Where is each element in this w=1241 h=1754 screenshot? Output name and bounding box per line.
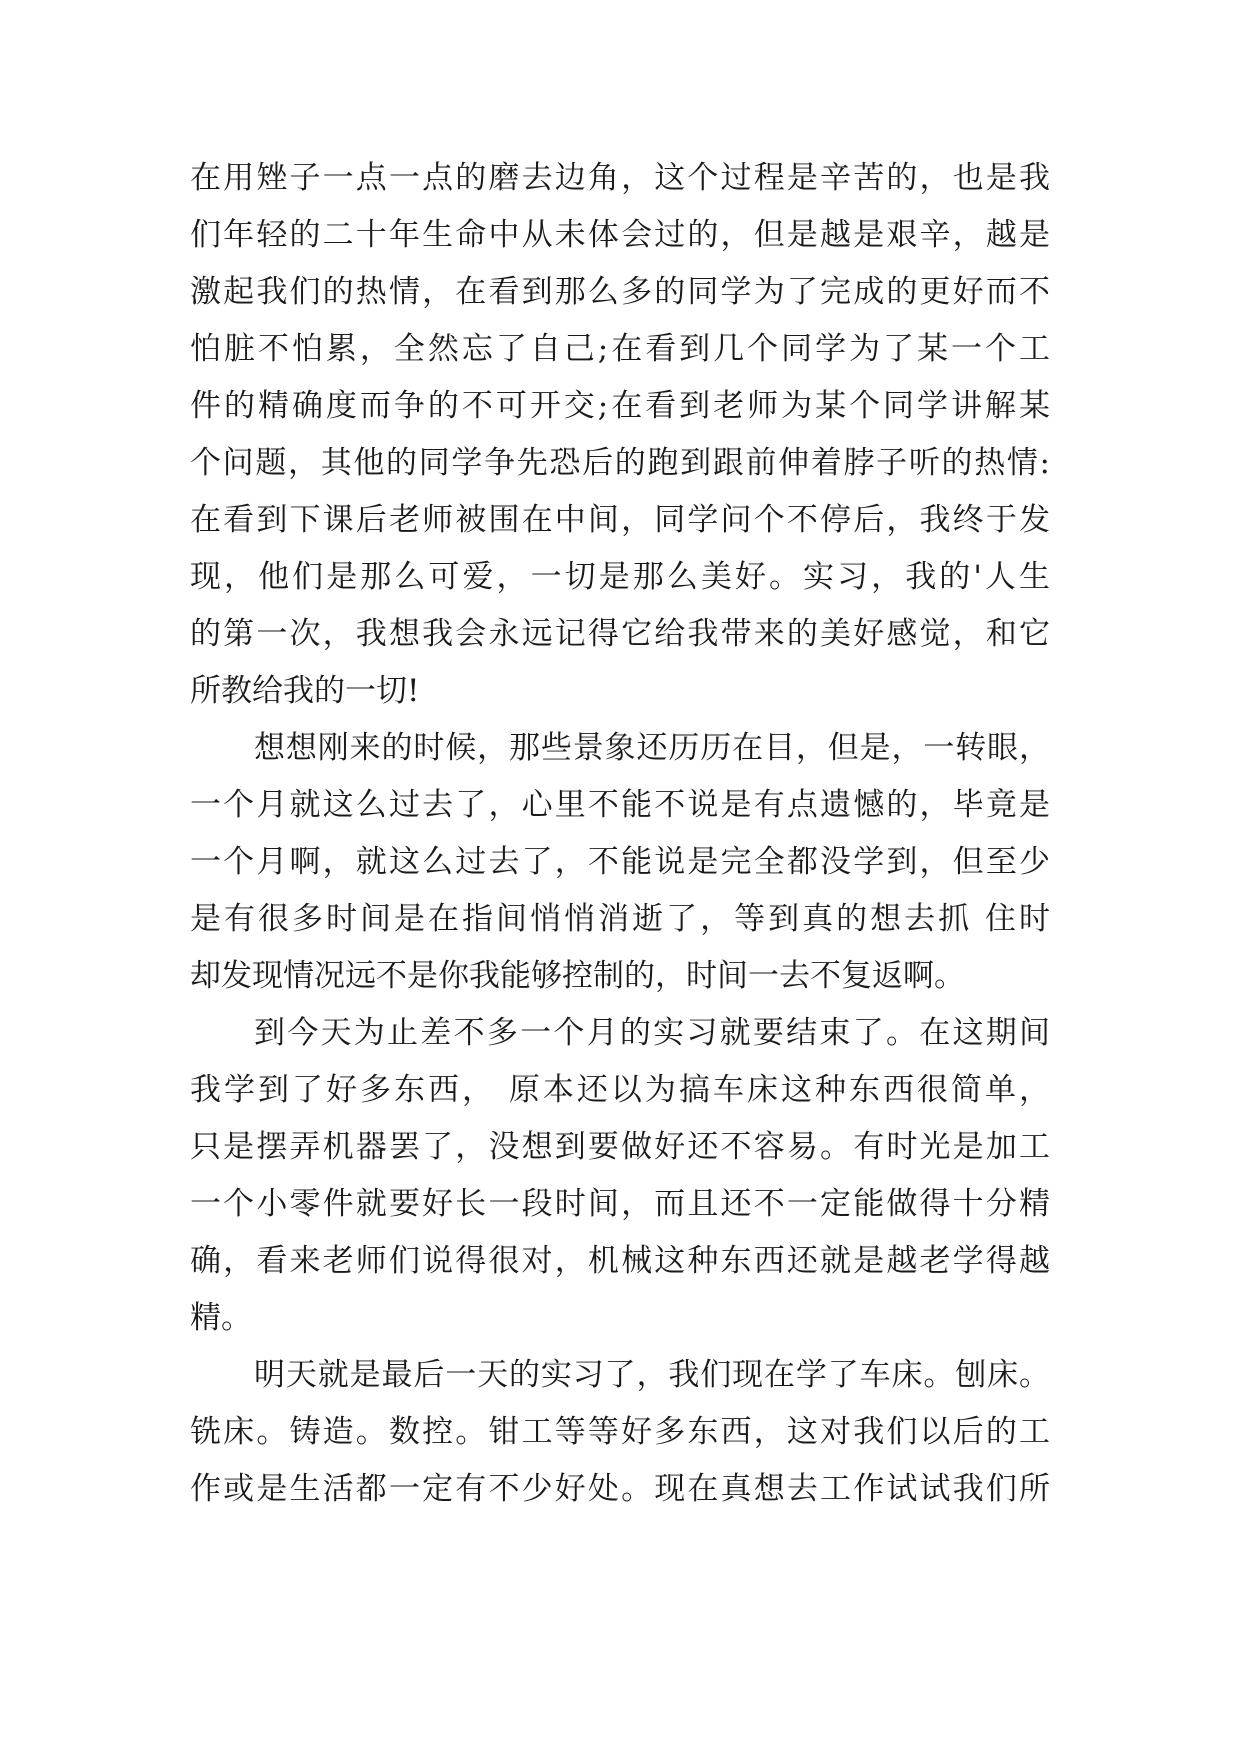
text-line: 个问题，其他的同学争先恐后的跑到跟前伸着脖子听的热情: [190, 445, 1050, 481]
paragraph [190, 1005, 1050, 1347]
text-line: 明天就是最后一天的实习了，我们现在学了车床。刨床。 [254, 1357, 1050, 1393]
text-line: 精。 [190, 1300, 252, 1336]
text-line: 却发现情况远不是你我能够控制的，时间一去不复返啊。 [190, 958, 965, 994]
text-line: 铣床。铸造。数控。钳工等等好多东西，这对我们以后的工 [190, 1414, 1050, 1450]
text-line: 一个小零件就要好长一段时间，而且还不一定能做得十分精 [190, 1186, 1050, 1222]
text-line: 到今天为止差不多一个月的实习就要结束了。在这期间 [254, 1015, 1050, 1051]
text-line: 作或是生活都一定有不少好处。现在真想去工作试试我们所 [190, 1471, 1050, 1507]
text-line: 们年轻的二十年生命中从未体会过的，但是越是艰辛，越是 [190, 217, 1050, 253]
document-body [190, 150, 1050, 1518]
text-line: 想想刚来的时候，那些景象还历历在目，但是，一转眼， [254, 730, 1050, 766]
text-line: 我学到了好多东西， 原本还以为搞车床这种东西很简单， [190, 1072, 1050, 1108]
paragraph [190, 720, 1050, 1005]
text-line: 只是摆弄机器罢了，没想到要做好还不容易。有时光是加工 [190, 1129, 1050, 1165]
text-line: 激起我们的热情，在看到那么多的同学为了完成的更好而不 [190, 274, 1050, 310]
paragraph [190, 150, 1050, 720]
text-line: 在用矬子一点一点的磨去边角，这个过程是辛苦的，也是我 [190, 160, 1050, 196]
text-line: 的第一次，我想我会永远记得它给我带来的美好感觉，和它 [190, 616, 1050, 652]
text-line: 件的精确度而争的不可开交;在看到老师为某个同学讲解某 [190, 388, 1050, 424]
text-line: 所教给我的一切! [190, 673, 420, 709]
text-line: 一个月啊，就这么过去了，不能说是完全都没学到，但至少 [190, 844, 1050, 880]
text-line: 怕脏不怕累，全然忘了自己;在看到几个同学为了某一个工 [190, 331, 1050, 367]
text-line: 在看到下课后老师被围在中间，同学问个不停后，我终于发 [190, 502, 1050, 538]
paragraph [190, 1347, 1050, 1518]
text-line: 是有很多时间是在指间悄悄消逝了，等到真的想去抓 住时 [190, 901, 1050, 937]
text-line: 一个月就这么过去了，心里不能不说是有点遗憾的，毕竟是 [190, 787, 1050, 823]
text-line: 现，他们是那么可爱，一切是那么美好。实习，我的'人生 [190, 559, 1050, 595]
text-line: 确，看来老师们说得很对，机械这种东西还就是越老学得越 [190, 1243, 1050, 1279]
